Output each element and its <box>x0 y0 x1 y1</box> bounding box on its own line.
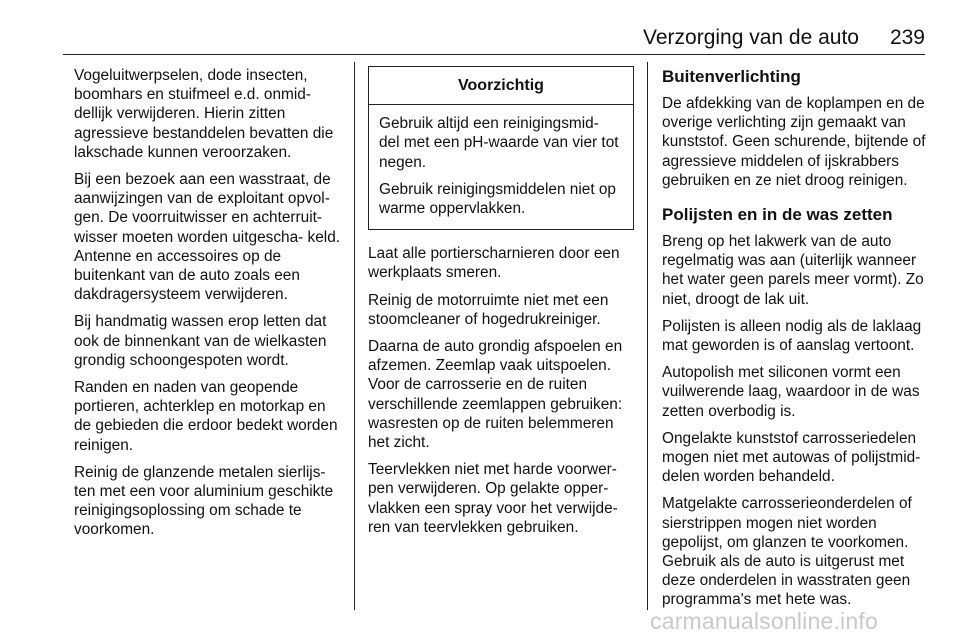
body-paragraph: Vogeluitwerpselen, dode insecten, boomhars en stuifmeel e.d. onmid- dellijk verwijderen. Hierin zitten agressieve bestanddelen bevatten die lakschade kunnen veroorzaken. <box>74 67 334 161</box>
chapter-title: Verzorging van de auto <box>643 26 859 49</box>
caution-box <box>368 66 634 230</box>
section-heading-exterior-lighting: Buitenverlichting <box>662 67 801 86</box>
body-paragraph: Daarna de auto grondig afspoelen en afzemen. Zeemlap vaak uitspoelen. Voor de carrosserie en de ruiten verschillende zeemlappen gebruiken: wasresten op de ruiten belemmeren het zicht. <box>368 338 623 452</box>
caution-paragraph: Gebruik altijd een reinigingsmid- del met een pH-waarde van vier tot negen. <box>379 115 619 171</box>
body-paragraph: Ongelakte kunststof carrosseriedelen mogen niet met autowas of polijstmid- delen worden behandeld. <box>662 429 921 486</box>
body-paragraph: Bij een bezoek aan een wasstraat, de aanwijzingen van de exploitant opvol- gen. De voorruitwisser en achterruit- wisser moeten worden uitgescha- keld. Antenne en accessoires op de buitenkant van de auto zoals een dakdragersysteem verwijderen. <box>74 171 341 304</box>
body-paragraph: Breng op het lakwerk van de auto regelmatig was aan (uiterlijk wanneer het water geen parels meer vormt). Zo niet, droogt de lak uit. <box>662 233 924 308</box>
body-paragraph: Laat alle portierscharnieren door een werkplaats smeren. <box>368 245 620 282</box>
body-paragraph: De afdekking van de koplampen en de overige verlichting zijn gemaakt van kunststof. Geen schurende, bijtende of agressieve middelen of ijskrabbers gebruiken en ze niet droog reinigen. <box>662 95 926 189</box>
caution-paragraph: Gebruik reinigingsmiddelen niet op warme oppervlakken. <box>379 180 616 218</box>
caution-title: Voorzichtig <box>369 67 633 105</box>
watermark: carmanualsonline.info <box>650 608 878 634</box>
page-number: 239 <box>889 26 925 49</box>
body-paragraph: Reinig de motorruimte niet met een stoomcleaner of hogedrukreiniger. <box>368 291 609 328</box>
body-paragraph: Autopolish met siliconen vormt een vuilwerende laag, waardoor in de was zetten overbodig is. <box>662 364 920 420</box>
left-column <box>74 66 346 548</box>
body-paragraph: Teervlekken niet met harde voorwer- pen verwijderen. Op gelakte opper- vlakken een spray voor het verwijde- ren van teervlekken gebruiken. <box>368 461 618 536</box>
right-column <box>662 66 930 618</box>
caution-body <box>369 105 633 229</box>
middle-column <box>368 66 638 545</box>
body-paragraph: Bij handmatig wassen erop letten dat ook de binnenkant van de wielkasten grondig schoongespoten wordt. <box>74 313 327 369</box>
column-divider <box>647 62 648 610</box>
body-paragraph: Polijsten is alleen nodig als de laklaag mat geworden is of aanslag vertoont. <box>662 317 922 355</box>
body-paragraph: Reinig de glanzende metalen sierlijs- ten met een voor aluminium geschikte reinigingsoplossing om schade te voorkomen. <box>74 463 334 539</box>
body-paragraph: Randen en naden van geopende portieren, achterklep en motorkap en de gebieden die erdoor bedekt worden reinigen. <box>74 379 338 454</box>
section-heading-polishing-waxing: Polijsten en in de was zetten <box>662 205 893 225</box>
page-header <box>63 26 925 55</box>
body-paragraph: Matgelakte carrosserieonderdelen of sierstrippen mogen niet worden gepolijst, om glanzen te voorkomen. Gebruik als de auto is uitgerust met deze onderdelen in wasstraten geen programma's met hete was. <box>662 495 912 609</box>
column-divider <box>354 62 355 610</box>
